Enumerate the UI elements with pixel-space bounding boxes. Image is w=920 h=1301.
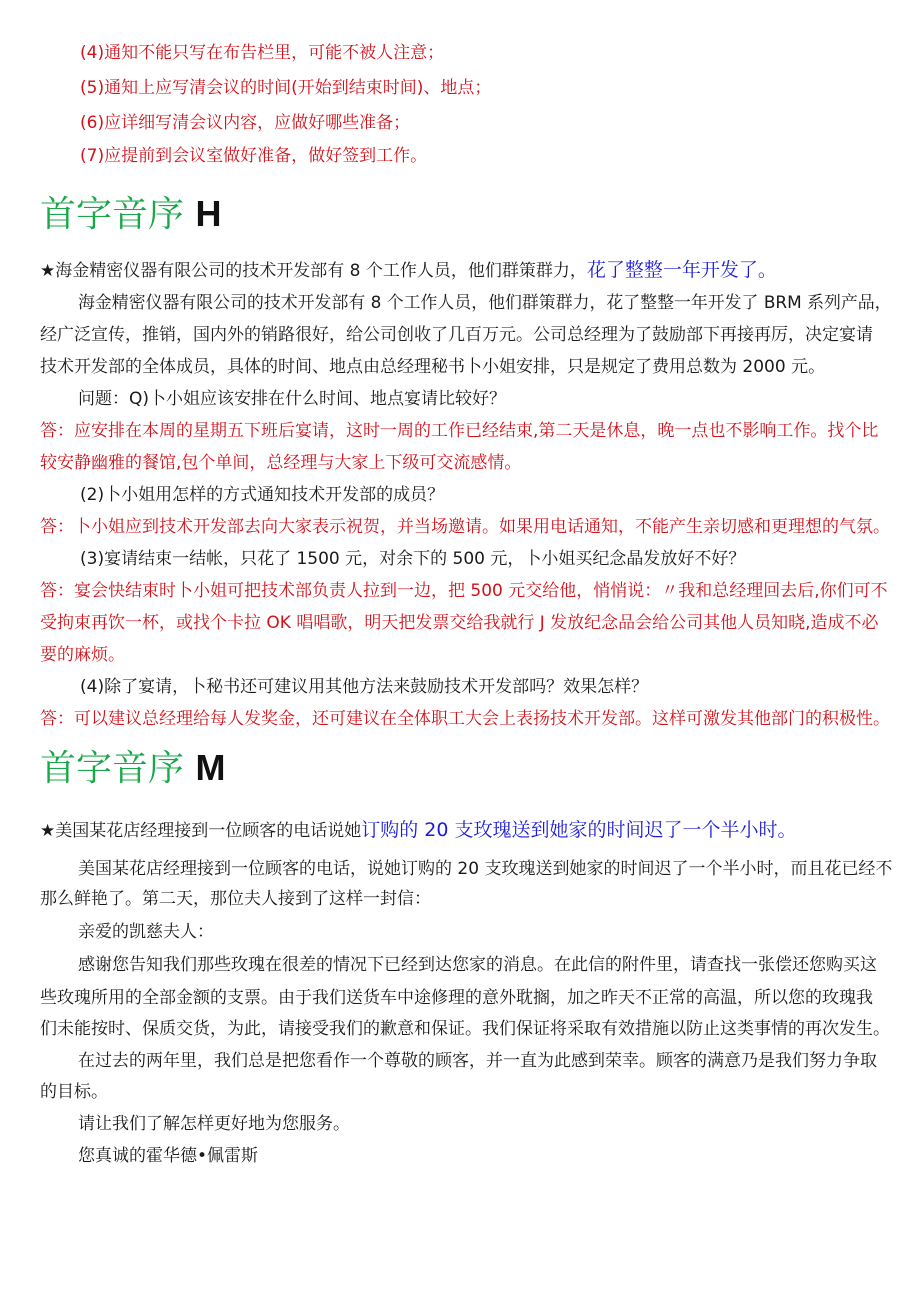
answer-line: 答：应安排在本周的星期五下班后宴请，这时一周的工作已经结束,第二天是休息，晚一点也不影响工作。找个比 [40, 421, 879, 441]
heading-letter: H [195, 193, 222, 234]
answer-line: 答：可以建议总经理给每人发奖金，还可建议在全体职工大会上表扬技术开发部。这样可激发其他部门的积极性。 [40, 709, 890, 729]
answer-line: 答：宴会快结束时卜小姐可把技术部负责人拉到一边，把 500 元交给他，悄悄说：〃我和总经理回去后,你们可不 [40, 581, 888, 601]
case-title-highlight: 花了整整一年开发了。 [586, 259, 777, 281]
letter-line: 的目标。 [40, 1082, 108, 1102]
letter-closing: 请让我们了解怎样更好地为您服务。 [78, 1114, 350, 1134]
section-heading-m [40, 746, 225, 791]
paragraph-line: 技术开发部的全体成员，具体的时间、地点由总经理秘书卜小姐安排，只是规定了费用总数为 2000 元。 [40, 357, 826, 377]
letter-salutation: 亲爱的凯慈夫人： [78, 922, 214, 942]
question: 问题：Q)卜小姐应该安排在什么时间、地点宴请比较好？ [78, 389, 507, 409]
case-title-highlight: 订购的 20 支玫瑰送到她家的时间迟了一个半小时。 [361, 819, 797, 841]
heading-letter: M [195, 747, 226, 788]
case-title-prefix: ★海金精密仪器有限公司的技术开发部有 8 个工作人员，他们群策群力， [40, 261, 587, 281]
heading-text: 首字音序 [40, 748, 185, 789]
paragraph-line: 经广泛宣传，推销，国内外的销路很好，给公司创收了几百万元。公司总经理为了鼓励部下再接再厉，决定宴请 [40, 325, 873, 345]
answer-line: 要的麻烦。 [40, 645, 125, 665]
answer-line: 答：卜小姐应到技术开发部去向大家表示祝贺，并当场邀请。如果用电话通知，不能产生亲切感和更理想的气氛。 [40, 517, 890, 537]
case-title [40, 259, 777, 282]
paragraph-line: 海金精密仪器有限公司的技术开发部有 8 个工作人员，他们群策群力，花了整整一年开发了 BRM 系列产品， [78, 293, 892, 313]
letter-signature: 您真诚的霍华德•佩雷斯 [78, 1146, 259, 1166]
heading-text: 首字音序 [40, 194, 185, 235]
case-title-prefix: ★美国某花店经理接到一位顾客的电话说她 [40, 821, 362, 841]
letter-line: 在过去的两年里，我们总是把您看作一个尊敬的顾客，并一直为此感到荣幸。顾客的满意乃是我们努力争取 [78, 1051, 877, 1071]
answer-line: 较安静幽雅的餐馆,包个单间，总经理与大家上下级可交流感情。 [40, 453, 522, 473]
question: (4)除了宴请，卜秘书还可建议用其他方法来鼓励技术开发部吗？效果怎样？ [80, 677, 649, 697]
letter-line: 感谢您告知我们那些玫瑰在很差的情况下已经到达您家的消息。在此信的附件里，请查找一张偿还您购买这 [78, 955, 877, 975]
letter-line: 些玫瑰所用的全部金额的支票。由于我们送货车中途修理的意外耽搁，加之昨天不正常的高温，所以您的玫瑰我 [40, 988, 873, 1008]
list-item: (6)应详细写清会议内容，应做好哪些准备； [80, 113, 411, 133]
section-heading-h [40, 192, 221, 237]
list-item: (4)通知不能只写在布告栏里，可能不被人注意； [80, 43, 445, 63]
answer-line: 受拘束再饮一杯，或找个卡拉 OK 唱唱歌，明天把发票交给我就行 J 发放纪念品会给公司其他人员知晓,造成不必 [40, 613, 879, 633]
paragraph-line: 美国某花店经理接到一位顾客的电话，说她订购的 20 支玫瑰送到她家的时间迟了一个半小时，而且花已经不 [78, 859, 893, 879]
paragraph-line: 那么鲜艳了。第二天，那位夫人接到了这样一封信： [40, 889, 431, 909]
question: (2)卜小姐用怎样的方式通知技术开发部的成员？ [80, 485, 445, 505]
case-title [40, 819, 797, 842]
list-item: (7)应提前到会议室做好准备，做好签到工作。 [80, 146, 428, 166]
list-item: (5)通知上应写清会议的时间(开始到结束时间)、地点； [80, 78, 492, 98]
letter-line: 们未能按时、保质交货，为此，请接受我们的歉意和保证。我们保证将采取有效措施以防止这类事情的再次发生。 [40, 1019, 890, 1039]
question: (3)宴请结束一结帐，只花了 1500 元，对余下的 500 元，卜小姐买纪念晶发放好不好？ [80, 549, 746, 569]
